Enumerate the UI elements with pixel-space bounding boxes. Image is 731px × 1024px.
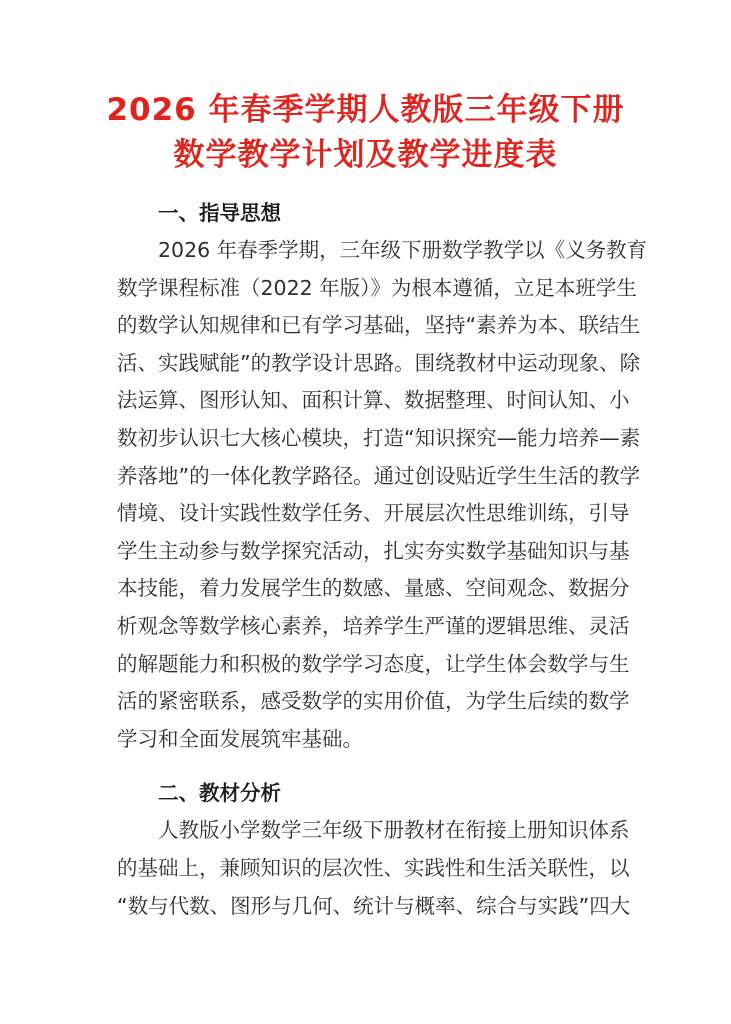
text-line: 数初步认识七大核心模块，打造“知识探究—能力培养—素 xyxy=(117,425,641,450)
text-line: 学习和全面发展筑牢基础。 xyxy=(117,726,363,751)
title-line-2: 数学教学计划及教学进度表 xyxy=(173,137,558,173)
text-line: 本技能，着力发展学生的数感、量感、空间观念、数据分 xyxy=(117,576,630,601)
document-title xyxy=(0,0,731,178)
document-body xyxy=(117,194,648,925)
section-heading-2: 二、教材分析 xyxy=(158,781,281,806)
text-line: “数与代数、图形与几何、统计与概率、综合与实践”四大 xyxy=(117,893,631,918)
text-line: 情境、设计实践性数学任务、开展层次性思维训练，引导 xyxy=(117,501,630,526)
text-line: 数学课程标准（2022 年版）》为根本遵循，立足本班学生 xyxy=(117,275,637,300)
text-line: 的基础上，兼顾知识的层次性、实践性和生活关联性，以 xyxy=(117,855,630,880)
text-line: 养落地”的一体化教学路径。通过创设贴近学生生活的教学 xyxy=(117,463,641,488)
section-paragraph-1 xyxy=(117,232,648,758)
section-heading-1: 一、指导思想 xyxy=(158,201,281,225)
text-line: 学生主动参与数学探究活动，扎实夯实数学基础知识与基 xyxy=(117,538,630,563)
text-line: 活、实践赋能”的教学设计思路。围绕教材中运动现象、除 xyxy=(117,350,641,375)
text-line: 活的紧密联系，感受数学的实用价值，为学生后续的数学 xyxy=(117,689,630,714)
text-line: 析观念等数学核心素养，培养学生严谨的逻辑思维、灵活 xyxy=(117,613,630,638)
text-line: 人教版小学数学三年级下册教材在衔接上册知识体系 xyxy=(158,818,630,843)
text-line: 的解题能力和积极的数学学习态度，让学生体会数学与生 xyxy=(117,651,630,676)
title-line-1: 2026 年春季学期人教版三年级下册 xyxy=(106,92,625,128)
text-line: 2026 年春季学期，三年级下册数学教学以《义务教育 xyxy=(158,238,648,262)
text-line: 的数学认知规律和已有学习基础，坚持“素养为本、联结生 xyxy=(117,313,641,338)
section-paragraph-2 xyxy=(117,812,631,925)
text-line: 法运算、图形认知、面积计算、数据整理、时间认知、小 xyxy=(117,388,630,413)
